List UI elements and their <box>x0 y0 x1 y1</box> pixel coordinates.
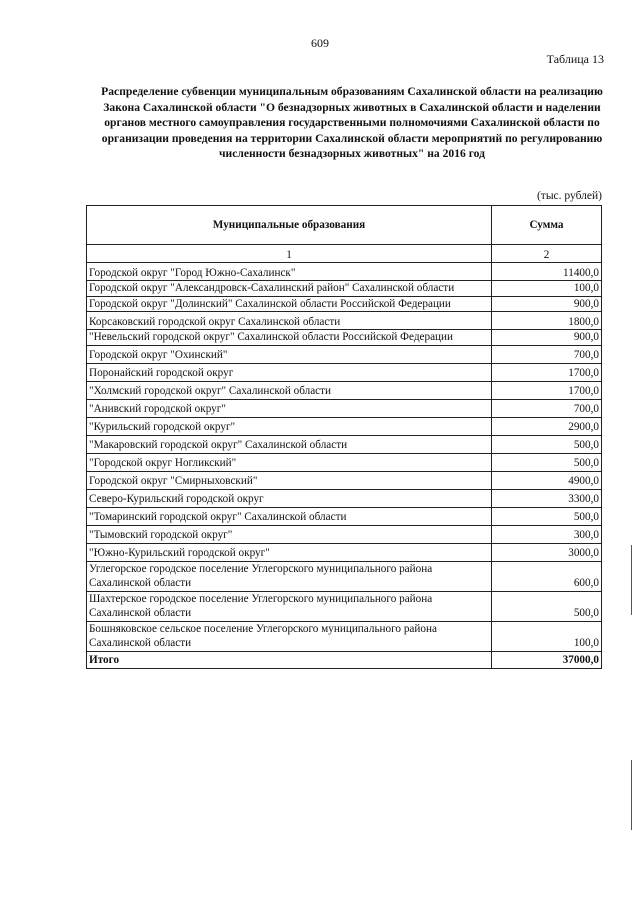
scan-mark <box>631 545 632 615</box>
table-row <box>87 281 602 297</box>
unit-note: (тыс. рублей) <box>536 190 602 202</box>
subvention-sum: 100,0 <box>492 621 602 651</box>
header-municipality: Муниципальные образования <box>87 206 492 245</box>
table-row <box>87 263 602 281</box>
index-cell: 2 <box>492 245 602 263</box>
index-cell: 1 <box>87 245 492 263</box>
table-row <box>87 417 602 435</box>
table-row <box>87 489 602 507</box>
subvention-sum: 100,0 <box>492 281 602 297</box>
table-row <box>87 525 602 543</box>
municipality-name: "Томаринский городской округ" Сахалинской области <box>87 507 492 525</box>
table-row <box>87 507 602 525</box>
scan-mark <box>631 760 632 830</box>
total-row <box>87 651 602 668</box>
municipality-name: Поронайский городской округ <box>87 363 492 381</box>
municipality-name: Шахтерское городское поселение Углегорского муниципального района Сахалинской области <box>87 591 492 621</box>
municipality-name: "Южно-Курильский городской округ" <box>87 543 492 561</box>
municipality-name: Городской округ "Смирныховский" <box>87 471 492 489</box>
table-row <box>87 543 602 561</box>
municipality-name: Городской округ "Долинский" Сахалинской области Российской Федерации <box>87 296 492 312</box>
table-row <box>87 363 602 381</box>
table-body <box>87 245 602 652</box>
subvention-sum: 600,0 <box>492 561 602 591</box>
total-label: Итого <box>87 651 492 668</box>
municipality-name: "Холмский городской округ" Сахалинской области <box>87 381 492 399</box>
table-row <box>87 453 602 471</box>
index-row <box>87 245 602 263</box>
subvention-sum: 3300,0 <box>492 489 602 507</box>
municipality-name: Городской округ "Город Южно-Сахалинск" <box>87 263 492 281</box>
municipality-name: Городской округ "Александровск-Сахалинский район" Сахалинской области <box>87 281 492 297</box>
subvention-sum: 500,0 <box>492 507 602 525</box>
subvention-sum: 900,0 <box>492 330 602 346</box>
subvention-sum: 1700,0 <box>492 381 602 399</box>
table-row <box>87 330 602 346</box>
municipality-name: "Курильский городской округ" <box>87 417 492 435</box>
municipality-name: "Макаровский городской округ" Сахалинской области <box>87 435 492 453</box>
municipality-name: "Тымовский городской округ" <box>87 525 492 543</box>
table-row <box>87 399 602 417</box>
subvention-sum: 11400,0 <box>492 263 602 281</box>
subvention-sum: 1700,0 <box>492 363 602 381</box>
subvention-sum: 500,0 <box>492 453 602 471</box>
document-title: Распределение субвенции муниципальным образованиям Сахалинской области на реализацию Закона Сахалинской области "О безнадзорных животных в Сахалинской области и наделении органов местного самоуправления государственными полномочиями Сахалинской области по организации проведения на территории Сахалинской области мероприятий по регулированию численности безнадзорных животных" на 2016 год <box>101 85 603 160</box>
total-sum: 37000,0 <box>492 651 602 668</box>
table-row <box>87 561 602 591</box>
table-label: Таблица 13 <box>546 52 604 66</box>
table-row <box>87 381 602 399</box>
subvention-sum: 3000,0 <box>492 543 602 561</box>
subvention-sum: 2900,0 <box>492 417 602 435</box>
table-row <box>87 435 602 453</box>
page-number: 609 <box>311 36 329 50</box>
table-row <box>87 621 602 651</box>
subvention-sum: 500,0 <box>492 591 602 621</box>
header-sum: Сумма <box>492 206 602 245</box>
table-row <box>87 591 602 621</box>
municipality-name: Корсаковский городской округ Сахалинской области <box>87 312 492 330</box>
municipality-name: Городской округ "Охинский" <box>87 345 492 363</box>
subvention-sum: 1800,0 <box>492 312 602 330</box>
subvention-sum: 700,0 <box>492 399 602 417</box>
subvention-table <box>86 205 602 669</box>
municipality-name: Бошняковское сельское поселение Углегорского муниципального района Сахалинской области <box>87 621 492 651</box>
subvention-sum: 700,0 <box>492 345 602 363</box>
subvention-sum: 500,0 <box>492 435 602 453</box>
municipality-name: "Невельский городской округ" Сахалинской области Российской Федерации <box>87 330 492 346</box>
table-row <box>87 312 602 330</box>
table-row <box>87 345 602 363</box>
municipality-name: "Городской округ Ногликский" <box>87 453 492 471</box>
municipality-name: "Анивский городской округ" <box>87 399 492 417</box>
municipality-name: Северо-Курильский городской округ <box>87 489 492 507</box>
table-row <box>87 471 602 489</box>
subvention-sum: 900,0 <box>492 296 602 312</box>
municipality-name: Углегорское городское поселение Углегорского муниципального района Сахалинской области <box>87 561 492 591</box>
table-header-row <box>87 206 602 245</box>
subvention-sum: 4900,0 <box>492 471 602 489</box>
subvention-sum: 300,0 <box>492 525 602 543</box>
table-row <box>87 296 602 312</box>
